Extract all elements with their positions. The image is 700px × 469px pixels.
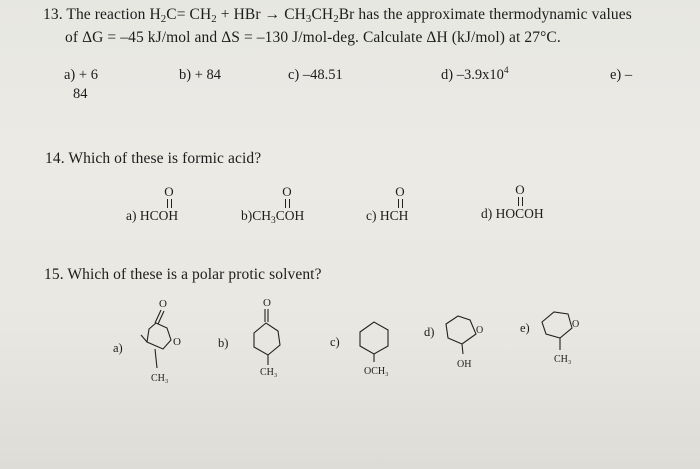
svg-text:CH₃: CH₃ [260, 367, 278, 378]
q14-question: Which of these is formic acid? [68, 150, 262, 167]
q13-line1: 13. The reaction $H_2C= CH_2$ + HBr → $CH_3CH_2Br$ has the approximate thermodynamic values [43, 6, 632, 25]
q15-line [44, 266, 322, 284]
q14-option-b[interactable]: $b)CH_3COH$ [241, 208, 305, 226]
carbonyl-group-b: O [272, 186, 302, 208]
q13-line2: of ΔG = –45 kJ/mol and ΔS = –130 J/mol-deg. Calculate ΔH (kJ/mol) at 27°C. [65, 29, 561, 46]
q13-option-b[interactable]: b) + 84 [179, 67, 222, 83]
q13-option-d[interactable]: d) $-3.9x10^4$ [441, 66, 509, 83]
q13-option-a[interactable]: a) + 6 [64, 67, 98, 83]
carbonyl-group-d: O [505, 184, 535, 206]
svg-text:O: O [173, 336, 181, 348]
svg-text:OH: OH [457, 359, 472, 370]
structure-e [528, 300, 600, 370]
svg-text:CH₃: CH₃ [554, 354, 572, 365]
svg-text:O: O [572, 319, 580, 330]
svg-text:O: O [476, 325, 484, 336]
svg-text:OCH₃: OCH₃ [364, 366, 389, 377]
q14-number: 14. [45, 150, 65, 167]
svg-text:O: O [159, 298, 167, 310]
carbonyl-group-c: O [385, 186, 415, 208]
q15-option-b[interactable]: b) [218, 336, 229, 350]
q14-line [45, 150, 261, 168]
q13-option-c[interactable]: c) –48.51 [288, 67, 343, 83]
q14-option-c[interactable]: c) HCH [366, 208, 409, 223]
q13-option-e[interactable]: e) – [610, 67, 633, 83]
carbonyl-group-a: O [154, 186, 184, 208]
q15-option-d[interactable]: d) [424, 325, 435, 339]
q15-option-e[interactable]: e) [520, 321, 530, 335]
q15-option-c[interactable]: c) [330, 335, 340, 349]
structure-a [125, 295, 195, 385]
reaction-arrow: → [264, 6, 281, 23]
formula-hcoh: HCOH [139, 208, 179, 223]
q15-question: Which of these is a polar protic solvent? [67, 266, 322, 283]
q14-option-d[interactable]: d) HOCOH [481, 206, 544, 221]
q14-option-a[interactable]: a) HCOH [126, 208, 179, 223]
svg-text:CH₃: CH₃ [151, 373, 169, 384]
formula-hch: HCH [379, 208, 409, 223]
structure-b [230, 295, 300, 380]
q15-number: 15. [44, 266, 64, 283]
q13-option-a-cont: 84 [73, 86, 88, 102]
formula-hocoh: HOCOH [495, 206, 544, 221]
structure-d [432, 306, 504, 376]
structure-c [338, 310, 408, 380]
svg-text:O: O [263, 297, 271, 309]
q13-number: 13. [43, 6, 63, 23]
q15-option-a[interactable]: a) [113, 341, 123, 355]
